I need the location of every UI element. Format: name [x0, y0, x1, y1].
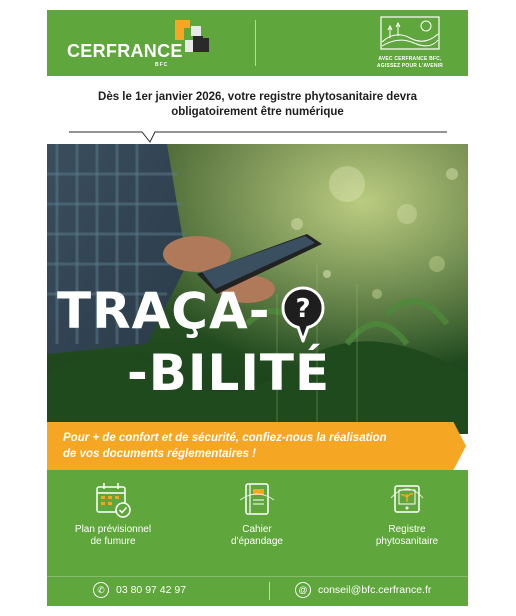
calendar-check-icon — [93, 480, 133, 520]
emblem-tagline-2: AGISSEZ POUR L'AVENIR — [376, 63, 444, 69]
intro-text — [61, 90, 454, 120]
header-divider — [255, 20, 256, 66]
service-label-line-1: Cahier — [242, 524, 272, 535]
intro-line-2: obligatoirement être numérique — [171, 106, 344, 118]
headline-line-2: -BILITÉ — [127, 344, 331, 402]
at-icon: @ — [295, 582, 311, 598]
footer-divider — [269, 582, 270, 600]
service-label-line-1: Registre — [388, 524, 426, 535]
service-label-line-2: de fumure — [90, 536, 136, 547]
emblem-tagline-1: AVEC CERFRANCE BFC, — [378, 56, 442, 62]
service-label-line-2: phytosanitaire — [375, 536, 439, 547]
service-label-line-2: d'épandage — [231, 536, 283, 547]
service-label-line-1: Plan prévisionnel — [74, 524, 152, 535]
notebook-icon — [237, 480, 277, 520]
hero-photo — [47, 144, 468, 434]
service-registre-phyto — [342, 480, 468, 548]
phone-contact[interactable] — [93, 582, 186, 598]
banner-line-1: Pour + de confort et de sécurité, confiez-nous la réalisation — [63, 432, 387, 444]
tablet-plant-icon — [387, 480, 427, 520]
headline-line-1: TRAÇA- — [57, 282, 271, 340]
phone-number[interactable]: 03 80 97 42 97 — [116, 584, 187, 596]
service-cahier-epandage — [192, 480, 322, 548]
banner-line-2: de vos documents réglementaires ! — [63, 448, 257, 460]
svg-text:?: ? — [295, 294, 311, 324]
banner-text — [63, 430, 453, 462]
brand-name: CERFRANCE — [67, 41, 183, 61]
question-mark-bubble-icon — [279, 286, 327, 344]
service-plan-fumure — [48, 480, 178, 548]
brand-sub: BFC — [155, 62, 169, 68]
service-label — [192, 524, 322, 548]
email-address[interactable]: conseil@bfc.cerfrance.fr — [318, 584, 432, 596]
service-label — [48, 524, 178, 548]
email-contact[interactable] — [295, 582, 431, 598]
intro-line-1: Dès le 1er janvier 2026, votre registre phytosanitaire devra — [98, 91, 417, 103]
landscape-emblem-icon — [380, 16, 440, 50]
flyer — [47, 10, 468, 606]
phone-icon: ✆ — [93, 582, 109, 598]
service-label — [342, 524, 468, 548]
